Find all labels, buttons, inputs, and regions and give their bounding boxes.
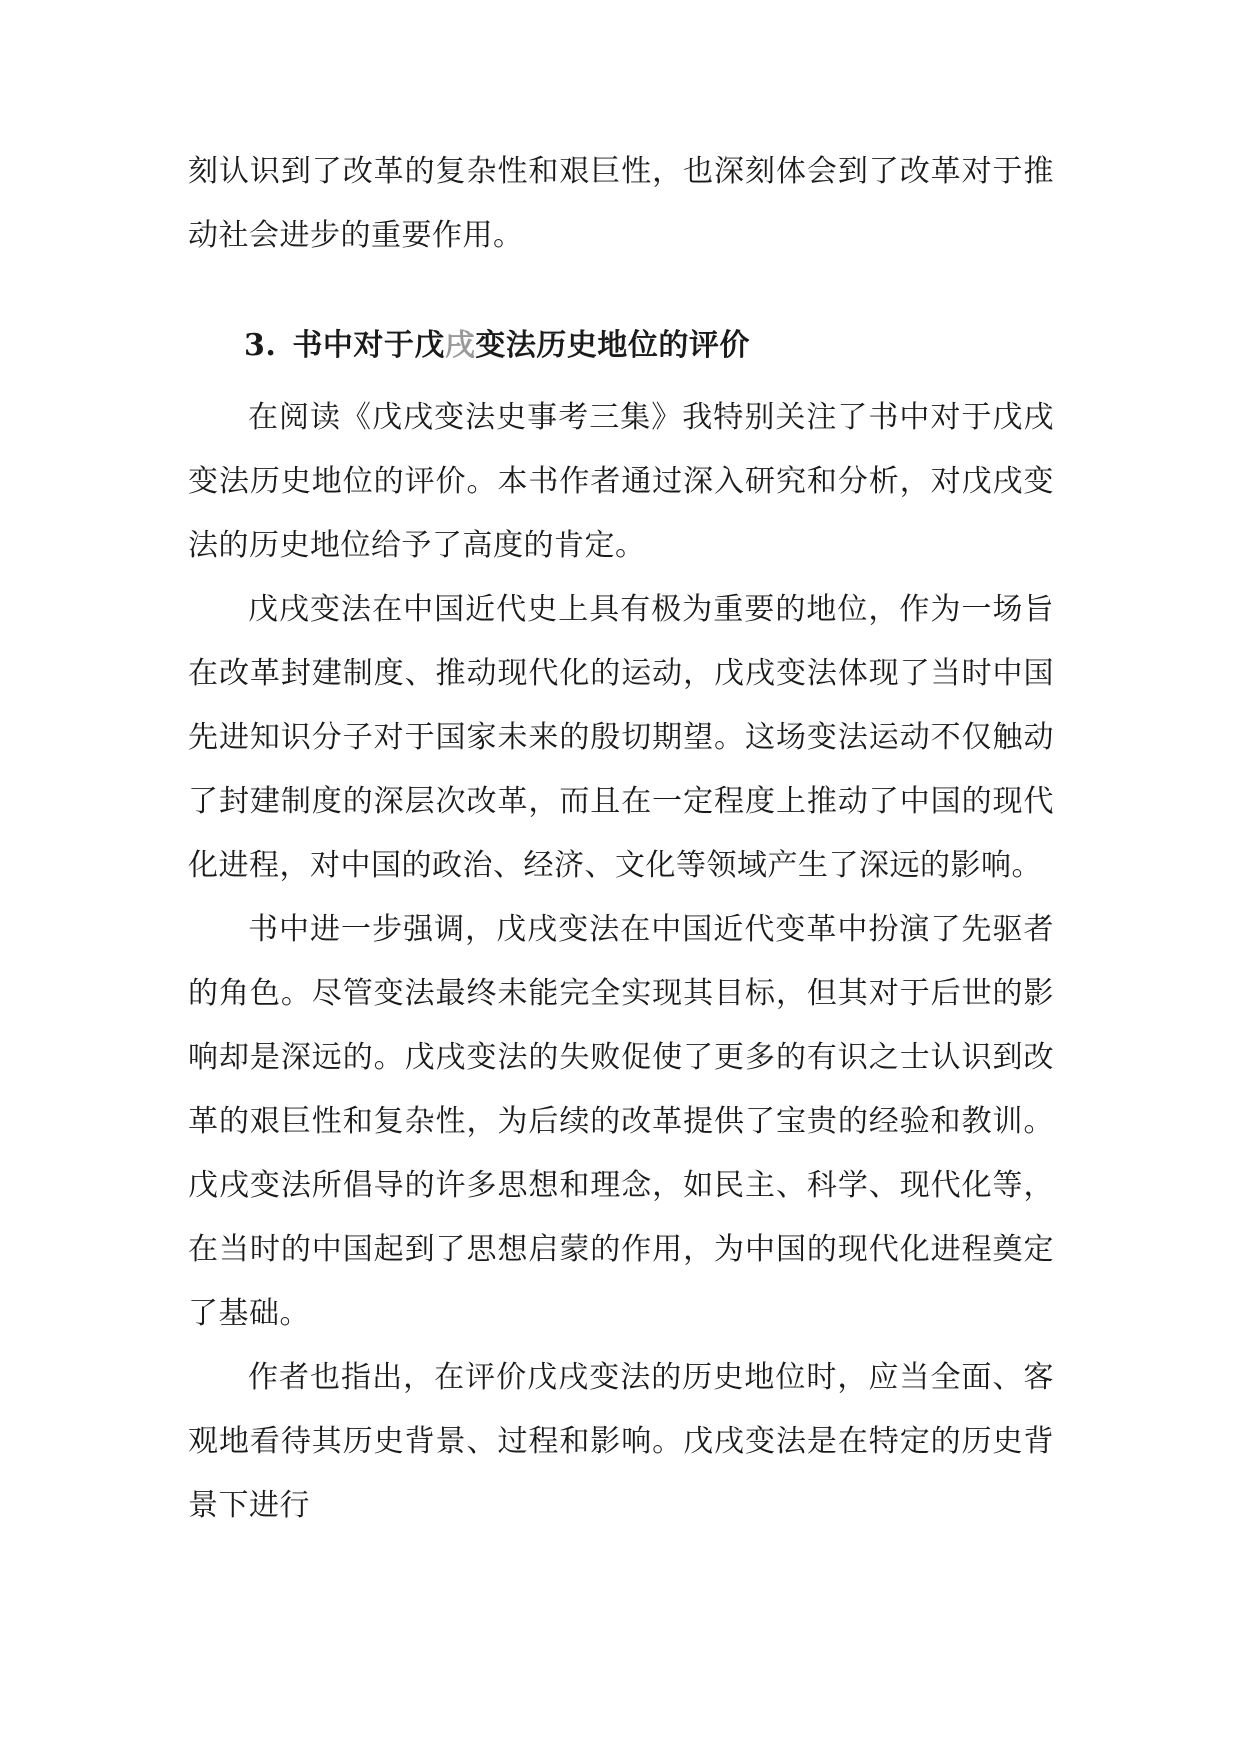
body-paragraph-4: 作者也指出，在评价戊戌变法的历史地位时，应当全面、客观地看待其历史背景、过程和影响。戊戌变法是在特定的历史背景下进行 <box>188 1360 1054 1523</box>
section-heading <box>188 314 1054 378</box>
section-title-part2: 变法历史地位的评价 <box>475 328 750 363</box>
body-paragraph-3: 书中进一步强调，戊戌变法在中国近代变革中扮演了先驱者的角色。尽管变法最终未能完全实现其目标，但其对于后世的影响却是深远的。戊戌变法的失败促使了更多的有识之士认识到改革的艰巨性和复杂性，为后续的改革提供了宝贵的经验和教训。戊戌变法所倡导的许多思想和理念，如民主、科学、现代化等，在当时的中国起到了思想启蒙的作用，为中国的现代化进程奠定了基础。 <box>188 912 1054 1331</box>
body-paragraph-2: 戊戌变法在中国近代史上具有极为重要的地位，作为一场旨在改革封建制度、推动现代化的运动，戊戌变法体现了当时中国先进知识分子对于国家未来的殷切期望。这场变法运动不仅触动了封建制度的深层次改革，而且在一定程度上推动了中国的现代化进程，对中国的政治、经济、文化等领域产生了深远的影响。 <box>188 592 1054 883</box>
section-title-part1: 书中对于戊 <box>292 328 445 363</box>
section-title-faded-char: 戌 <box>444 328 476 363</box>
body-paragraph-1: 在阅读《戊戌变法史事考三集》我特别关注了书中对于戊戌变法历史地位的评价。本书作者通过深入研究和分析，对戊戌变法的历史地位给予了高度的肯定。 <box>188 400 1054 563</box>
section-number: 3. <box>244 328 277 363</box>
document-page <box>188 140 1054 1538</box>
intro-continuation-paragraph: 刻认识到了改革的复杂性和艰巨性，也深刻体会到了改革对于推动社会进步的重要作用。 <box>188 154 1054 253</box>
